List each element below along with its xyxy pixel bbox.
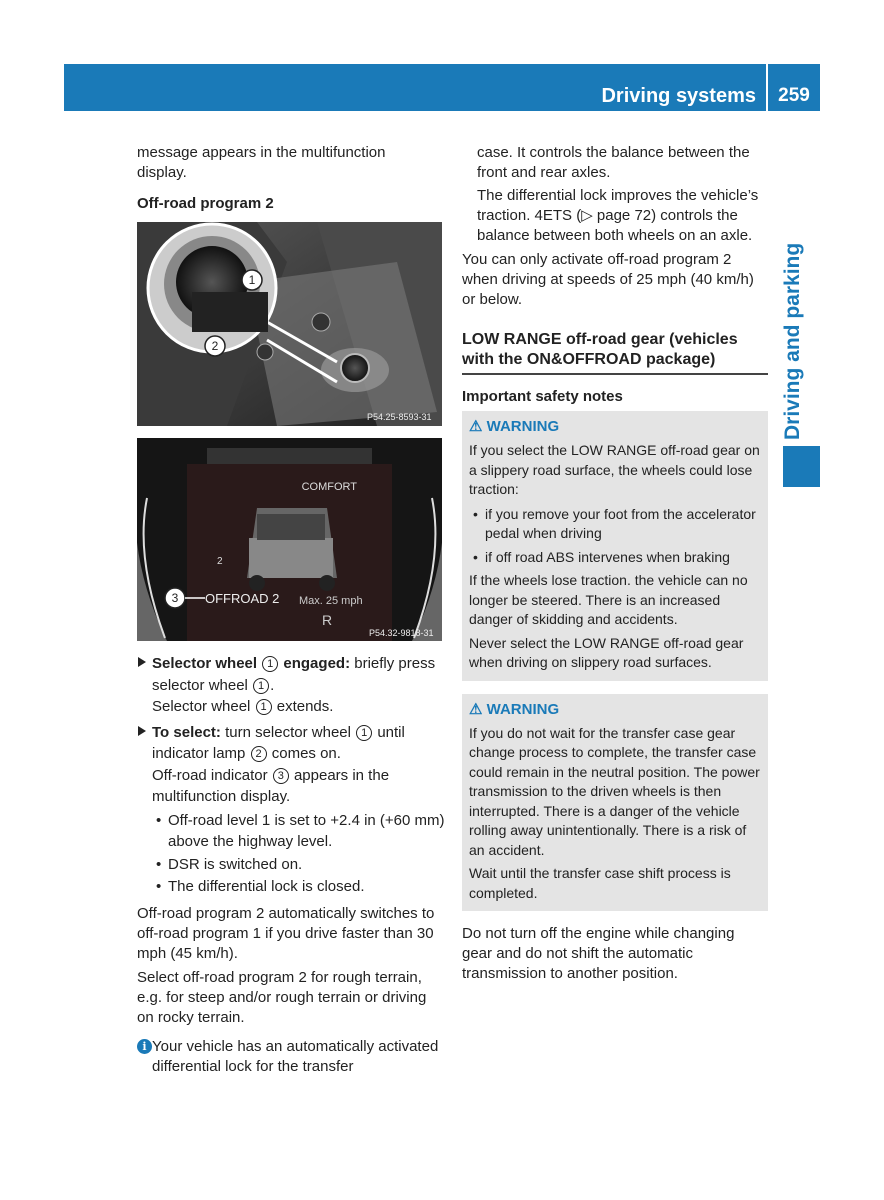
step-arrow-icon (138, 657, 146, 667)
warning-box-1 (462, 411, 768, 681)
display-speed-label: Max. 25 mph (299, 595, 363, 607)
step2-text-2: Off-road indicator (152, 766, 268, 784)
right-column (462, 143, 768, 984)
warning-1-text-3: Never select the LOW RANGE off-road gear when driving on slippery road surfaces. (469, 634, 744, 670)
callout-2-ref: 2 (251, 746, 267, 762)
safety-notes-heading: Important safety notes (462, 388, 623, 405)
step-bullets (137, 810, 447, 898)
left-column-instructions (137, 653, 447, 1077)
warning-1-text-1: If you select the LOW RANGE off-road gear on a slippery road surface, the wheels could lose traction: (469, 442, 760, 497)
step1-bold: Selector wheel (152, 655, 258, 672)
step-select (137, 722, 447, 808)
step1-text: briefly press selector wheel (152, 655, 436, 694)
warning-2-text-1: If you do not wait for the transfer case gear change process to complete, the transfer case could remain in the neutral position. The power transmission to the driven wheels is then interrupted. There is a danger of the vehicle rolling away unintentionally. There is a risk of an accident. (469, 724, 760, 858)
paragraph-rough-terrain: Select off-road program 2 for rough terrain, e.g. for steep and/or rough terrain or driving on rocky terrain. (137, 968, 427, 1026)
warning-2-title: WARNING (486, 700, 560, 718)
callout-1-ref-c: 1 (256, 699, 272, 715)
step2-text-b: until indicator lamp (152, 723, 405, 762)
chapter-tab-label: Driving and parking (781, 242, 804, 440)
photo1-code: P54.25-8593-31 (367, 412, 432, 422)
callout-3-photo2: 3 (171, 591, 179, 605)
info-note-continued-1: case. It controls the balance between the front and rear axles. (477, 144, 750, 181)
warning-1-title: WARNING (486, 418, 560, 435)
display-level: 2 (217, 556, 223, 567)
display-comfort-label: COMFORT (301, 481, 357, 493)
callout-3-ref: 3 (273, 768, 289, 784)
info-note (137, 1037, 447, 1077)
intro-line-1: message appears in the multifunction (137, 144, 386, 161)
left-column-intro (137, 143, 447, 214)
warning-1-text-2: If the wheels lose traction. the vehicle can no longer be steered. There is an increased danger of skidding and accidents. (469, 572, 748, 627)
section-title: Driving systems (601, 85, 756, 107)
photo2-code: P54.32-9818-31 (369, 628, 434, 638)
display-gear: R (322, 612, 333, 628)
bullet-item: • The differential lock is closed. (152, 876, 447, 898)
paragraph-engine-warning: Do not turn off the engine while changing gear and do not shift the automatic transmission to another position. (462, 925, 735, 982)
bullet-item: • DSR is switched on. (152, 854, 447, 876)
callout-1-ref: 1 (262, 656, 278, 672)
step-arrow-icon (138, 726, 146, 736)
warning-1-bullet: • if you remove your foot from the accelerator pedal when driving (469, 505, 761, 544)
step2-bold: To select: (152, 723, 221, 741)
callout-1-ref-b: 1 (253, 678, 269, 694)
step2-text-c: comes on. (271, 745, 341, 762)
warning-2-header (469, 700, 761, 720)
chapter-tab-marker (783, 446, 820, 487)
warning-1-header (469, 417, 761, 437)
bullet-item: • Off-road level 1 is set to +2.4 in (+60 mm) above the highway level. (152, 810, 447, 853)
paragraph-auto-switch: Off-road program 2 automatically switches to off-road program 1 if you drive faster than 30 mph (45 km/h). (137, 904, 435, 962)
info-note-text: Your vehicle has an automatically activated differential lock for the transfer (152, 1037, 439, 1075)
step1-text-2: Selector wheel (152, 698, 251, 715)
step2-text: turn selector wheel (225, 723, 351, 741)
warning-2-text-2: Wait until the transfer case shift process is completed. (469, 865, 731, 901)
warning-triangle-icon: ⚠ (469, 700, 483, 718)
callout-2-photo1: 2 (211, 339, 219, 353)
page-number: 259 (778, 85, 810, 106)
callout-1-ref-d: 1 (356, 725, 372, 741)
step1-text-3: extends. (276, 698, 334, 715)
section-heading-low-range: LOW RANGE off-road gear (vehicles with the ON&OFFROAD package) (462, 330, 768, 375)
step-selector-wheel: Selector wheel 1 engaged: briefly press selector wheel 1 . Selector wheel 1 extends. (137, 653, 447, 718)
multifunction-display-photo (137, 438, 442, 641)
display-offroad-label: OFFROAD 2 (205, 591, 280, 606)
intro-line-2: display. (137, 164, 187, 181)
selector-wheel-photo (137, 222, 442, 426)
subheading-offroad-2: Off-road program 2 (137, 195, 274, 212)
step2-text-3: appears in the multifunction display. (152, 766, 390, 805)
paragraph-speed-limit: You can only activate off-road program 2 when driving at speeds of 25 mph (40 km/h) or below. (462, 251, 754, 308)
warning-box-2 (462, 694, 768, 912)
warning-triangle-icon: ⚠ (469, 418, 483, 435)
info-note-continued-2: The differential lock improves the vehicle’s traction. 4ETS (▷ page 72) controls the balance between both wheels on an axle. (477, 187, 759, 244)
callout-1-photo1: 1 (248, 273, 256, 287)
warning-1-bullet: • if off road ABS intervenes when braking (469, 548, 761, 568)
step1-bold-2: engaged: (283, 655, 351, 672)
info-icon: i (137, 1039, 152, 1054)
